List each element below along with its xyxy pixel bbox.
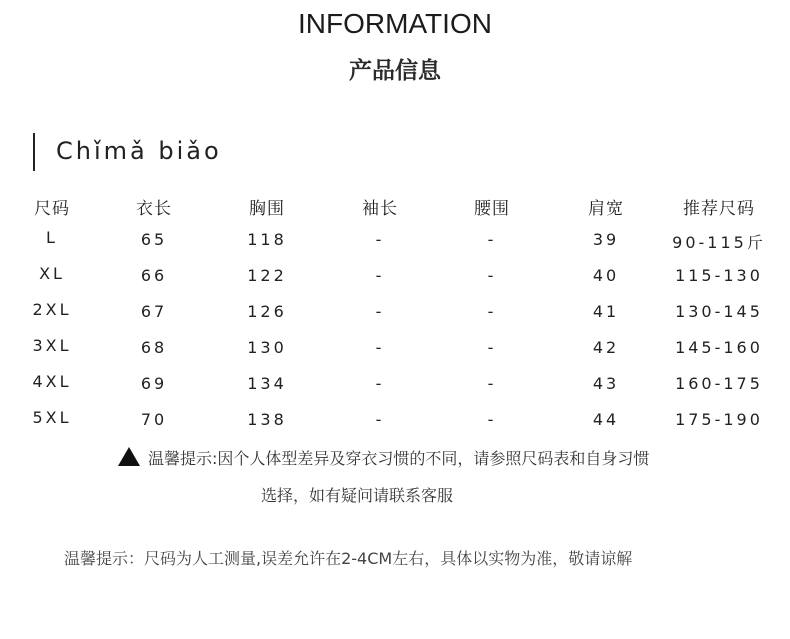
table-cell: 130-145 (675, 302, 763, 321)
table-cell: - (375, 410, 385, 429)
table-cell: 39 (592, 230, 620, 249)
table-cell: 67 (140, 302, 168, 321)
page-title-en: INFORMATION (298, 8, 492, 39)
table-cell: 126 (247, 302, 287, 321)
table-cell: - (375, 230, 385, 249)
page-title-cn: 产品信息 (349, 58, 441, 84)
section-title: Chǐmǎ biǎo (56, 137, 222, 165)
table-cell: - (487, 374, 497, 393)
table-cell: 115-130 (675, 266, 763, 285)
table-cell: 3XL (32, 336, 72, 355)
table-cell: 69 (140, 374, 168, 393)
table-cell: 65 (140, 230, 168, 249)
table-cell: 118 (247, 230, 287, 249)
table-cell: - (375, 338, 385, 357)
table-cell: 2XL (32, 300, 72, 319)
section-divider-bar (33, 133, 35, 171)
table-cell: 90-115斤 (672, 233, 766, 252)
table-cell: 134 (247, 374, 287, 393)
table-cell: - (487, 302, 497, 321)
table-cell: 66 (140, 266, 168, 285)
table-header-cell: 衣长 (136, 199, 172, 219)
table-cell: 175-190 (675, 410, 763, 429)
table-header-cell: 腰围 (474, 199, 510, 219)
table-cell: 130 (247, 338, 287, 357)
table-header-cell: 尺码 (34, 199, 70, 219)
table-cell: 40 (592, 266, 620, 285)
table-cell: 138 (247, 410, 287, 429)
table-cell: - (487, 266, 497, 285)
table-cell: 145-160 (675, 338, 763, 357)
table-cell: 42 (592, 338, 620, 357)
table-cell: 160-175 (675, 374, 763, 393)
table-cell: 41 (592, 302, 620, 321)
table-cell: - (375, 266, 385, 285)
table-cell: 70 (140, 410, 168, 429)
table-cell: - (375, 374, 385, 393)
table-cell: 44 (592, 410, 620, 429)
table-header-cell: 推荐尺码 (683, 199, 755, 219)
tip-line-1 (118, 446, 649, 469)
table-cell: 43 (592, 374, 620, 393)
table-header-cell: 肩宽 (588, 199, 624, 219)
table-header-cell: 袖长 (362, 199, 398, 219)
table-cell: - (375, 302, 385, 321)
table-cell: - (487, 338, 497, 357)
table-cell: - (487, 410, 497, 429)
tip-line-2: 选择，如有疑问请联系客服 (261, 486, 454, 505)
table-cell: 122 (247, 266, 287, 285)
table-cell: XL (39, 264, 65, 283)
tip-text-1: 温馨提示:因个人体型差异及穿衣习惯的不同，请参照尺码表和自身习惯 (148, 449, 650, 468)
table-cell: 4XL (32, 372, 72, 391)
table-cell: 68 (140, 338, 168, 357)
table-cell: - (487, 230, 497, 249)
warning-triangle-icon (118, 447, 140, 466)
tip-line-3: 温馨提示：尺码为人工测量,误差允许在2-4CM左右，具体以实物为准，敬请谅解 (64, 549, 633, 568)
table-header-cell: 胸围 (249, 199, 285, 219)
table-cell: 5XL (32, 408, 72, 427)
table-cell: L (46, 228, 58, 247)
